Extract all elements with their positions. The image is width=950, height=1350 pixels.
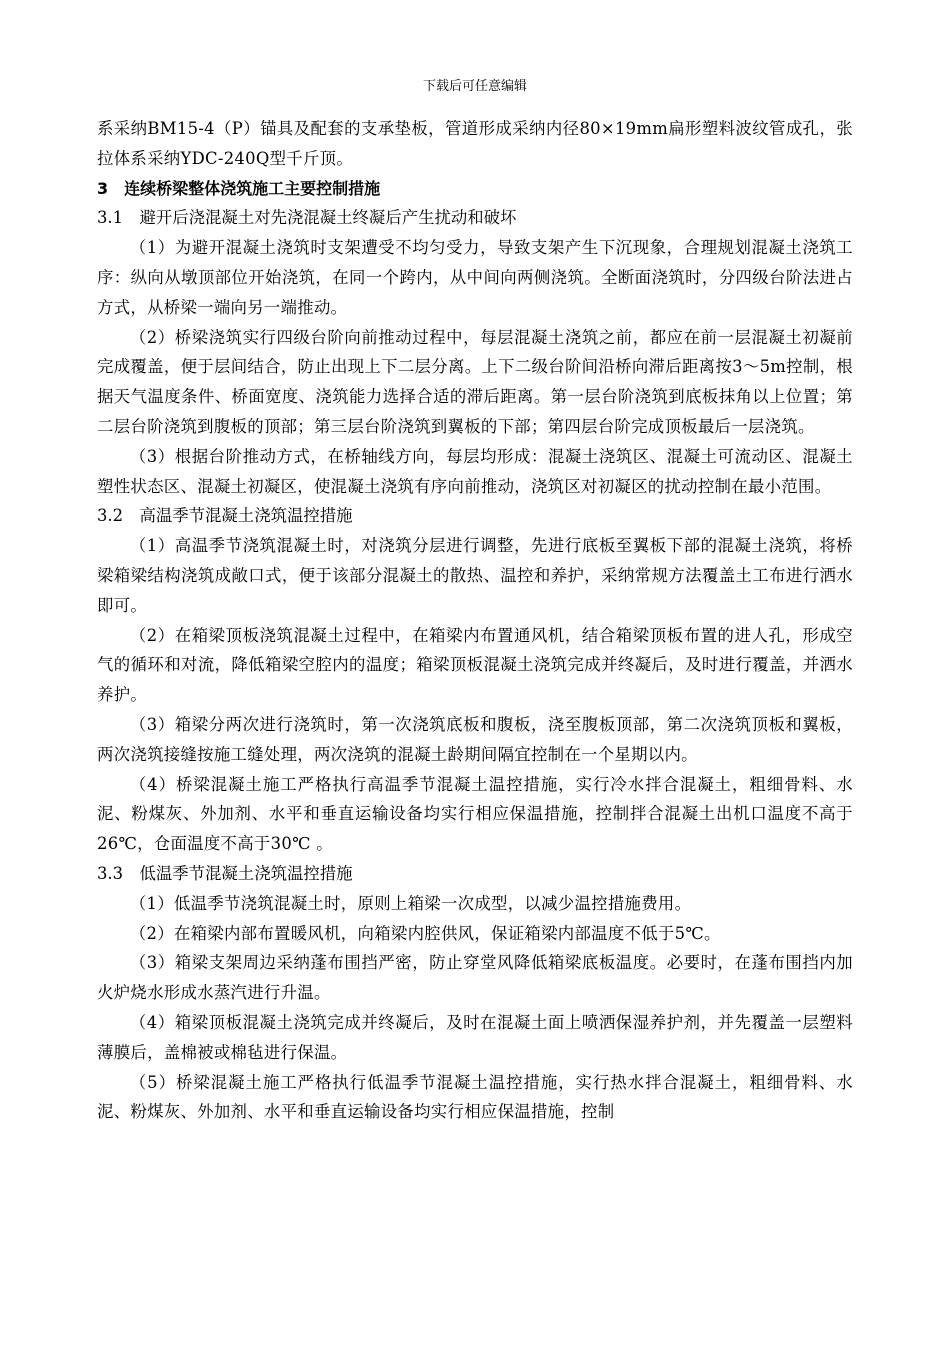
subsection-heading-3-1: 3.1 避开后浇混凝土对先浇混凝土终凝后产生扰动和破坏 <box>97 208 517 228</box>
paragraph-3-2-item-3: （3）箱梁分两次进行浇筑时，第一次浇筑底板和腹板，浇至腹板顶部，第二次浇筑顶板和翼板，两次浇筑接缝按施工缝处理，两次浇筑的混凝土龄期间隔宜控制在一个星期以内。 <box>97 714 853 764</box>
page-header: 下载后可任意编辑 <box>422 79 527 94</box>
paragraph-3-3-item-5: （5）桥梁混凝土施工严格执行低温季节混凝土温控措施，实行热水拌合混凝土，粗细骨料、水泥、粉煤灰、外加剂、水平和垂直运输设备均实行相应保温措施，控制 <box>97 1072 853 1122</box>
paragraph-3-1-item-3: （3）根据台阶推动方式，在桥轴线方向，每层均形成：混凝土浇筑区、混凝土可流动区、混凝土塑性状态区、混凝土初凝区，使混凝土浇筑有序向前推动，浇筑区对初凝区的扰动控制在最小范围。 <box>97 446 853 496</box>
paragraph-3-3-item-1: （1）低温季节浇筑混凝土时，原则上箱梁一次成型，以减少温控措施费用。 <box>129 893 692 913</box>
paragraph-3-1-item-1: （1）为避开混凝土浇筑时支架遭受不均匀受力，导致支架产生下沉现象，合理规划混凝土浇筑工序：纵向从墩顶部位开始浇筑，在同一个跨内，从中间向两侧浇筑。全断面浇筑时，分四级台阶法进占方式，从桥梁一端向另一端推动。 <box>97 238 853 317</box>
paragraph-anchorage-system: 系采纳BM15-4（P）锚具及配套的支承垫板，管道形成采纳内径80×19mm扁形塑料波纹管成孔，张拉体系采纳YDC-240Q型千斤顶。 <box>97 119 853 168</box>
paragraph-3-3-item-4: （4）箱梁顶板混凝土浇筑完成并终凝后，及时在混凝土面上喷洒保湿养护剂，并先覆盖一层塑料薄膜后，盖棉被或棉毡进行保温。 <box>97 1012 853 1062</box>
paragraph-3-2-item-1: （1）高温季节浇筑混凝土时，对浇筑分层进行调整，先进行底板至翼板下部的混凝土浇筑，将桥梁箱梁结构浇筑成敞口式，便于该部分混凝土的散热、温控和养护，采纳常规方法覆盖土工布进行洒水即可。 <box>97 536 853 615</box>
paragraph-3-1-item-2: （2）桥梁浇筑实行四级台阶向前推动过程中，每层混凝土浇筑之前，都应在前一层混凝土初凝前完成覆盖，便于层间结合，防止出现上下二层分离。上下二级台阶间沿桥向滞后距离按3～5m控制，根据天气温度条件、桥面宽度、浇筑能力选择合适的滞后距离。第一层台阶浇筑到底板抹角以上位置；第二层台阶浇筑到腹板的顶部；第三层台阶浇筑到翼板的下部；第四层台阶完成顶板最后一层浇筑。 <box>97 327 853 436</box>
paragraph-3-2-item-4: （4）桥梁混凝土施工严格执行高温季节混凝土温控措施，实行冷水拌合混凝土，粗细骨料、水泥、粉煤灰、外加剂、水平和垂直运输设备均实行相应保温措施，控制拌合混凝土出机口温度不高于26℃，仓面温度不高于30℃ 。 <box>97 774 853 854</box>
subsection-heading-3-2: 3.2 高温季节混凝土浇筑温控措施 <box>97 506 353 526</box>
paragraph-3-2-item-2: （2）在箱梁顶板浇筑混凝土过程中，在箱梁内布置通风机，结合箱梁顶板布置的进人孔，形成空气的循环和对流，降低箱梁空腔内的温度；箱梁顶板混凝土浇筑完成并终凝后，及时进行覆盖，并洒水养护。 <box>97 625 853 705</box>
document-body <box>97 114 853 1127</box>
subsection-heading-3-3: 3.3 低温季节混凝土浇筑温控措施 <box>97 863 353 883</box>
paragraph-3-3-item-3: （3）箱梁支架周边采纳蓬布围挡严密，防止穿堂风降低箱梁底板温度。必要时，在蓬布围挡内加火炉烧水形成水蒸汽进行升温。 <box>97 953 853 1003</box>
section-heading-3: 3 连续桥梁整体浇筑施工主要控制措施 <box>97 178 381 198</box>
paragraph-3-3-item-2: （2）在箱梁内部布置暖风机，向箱梁内腔供风，保证箱梁内部温度不低于5℃。 <box>129 923 721 943</box>
